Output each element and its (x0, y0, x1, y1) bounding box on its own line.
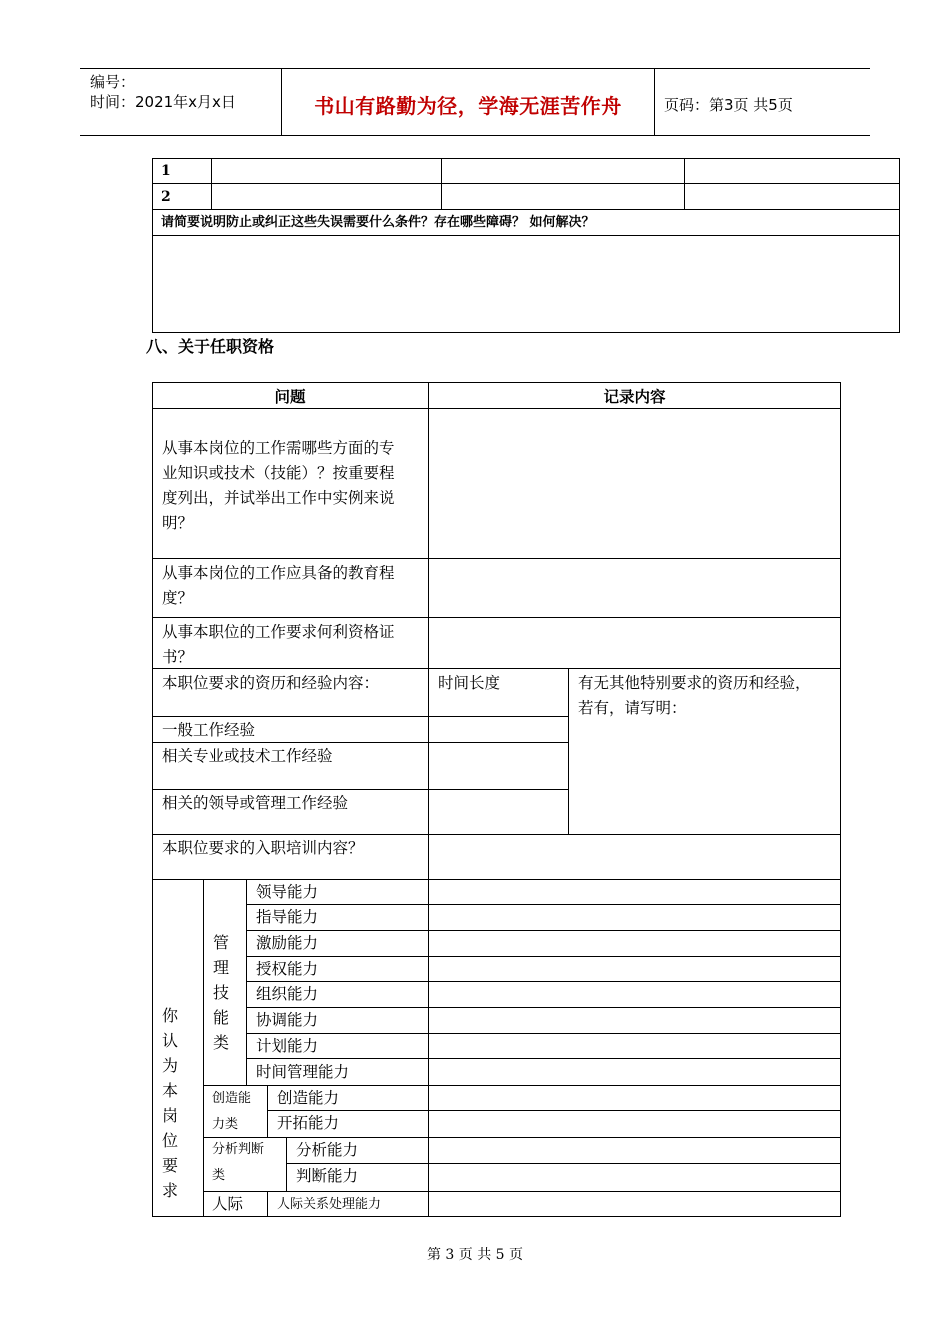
answer-area[interactable] (154, 237, 898, 331)
q2-text (162, 561, 422, 611)
ability-col-1 (203, 879, 204, 1217)
skill-rule (267, 1110, 841, 1111)
top-table-rule (152, 235, 900, 236)
q1-line: 业知识或技术（技能）？按重要程 (162, 464, 395, 482)
mgmt-category-label (211, 930, 231, 1055)
vertical-char: 位 (161, 1131, 178, 1150)
section-title: 八、关于任职资格 (146, 337, 275, 356)
vertical-char: 能 (212, 1008, 229, 1027)
category-line: 力类 (212, 1117, 239, 1132)
exp-row-label: 相关的领导或管理工作经验 (162, 794, 349, 812)
skill-label: 协调能力 (256, 1011, 319, 1029)
ability-col-analysis (286, 1137, 287, 1191)
skill-label: 计划能力 (256, 1037, 319, 1055)
header-page-label: 页码：第3页 共5页 (664, 96, 793, 114)
col-head-record: 记录内容 (603, 387, 666, 406)
q3-text (162, 620, 422, 670)
row-number: 1 (161, 163, 171, 179)
qual-col-divider (428, 382, 429, 1217)
training-label: 本职位要求的入职培训内容？ (162, 839, 364, 857)
q1-line: 明？ (162, 514, 194, 532)
qual-rule (152, 668, 841, 669)
vertical-char: 本 (161, 1081, 178, 1100)
skill-label: 分析能力 (296, 1141, 359, 1159)
q3-line: 从事本职位的工作要求何利资格证 (162, 623, 395, 641)
ability-col-mgmt (246, 879, 247, 1085)
training-answer[interactable] (430, 836, 839, 878)
footer-page-number: 第 3 页 共 5 页 (426, 1247, 524, 1263)
vertical-char: 要 (161, 1156, 178, 1175)
exp-label: 本职位要求的资历和经验内容： (162, 674, 380, 692)
skill-label: 激励能力 (256, 934, 319, 952)
people-category-label: 人际 (212, 1195, 244, 1213)
top-table-col (684, 158, 685, 210)
skill-rule (246, 904, 841, 905)
row-number: 2 (161, 189, 171, 205)
time-length-label: 时间长度 (438, 674, 501, 692)
creative-category-label (212, 1086, 251, 1138)
other-exp-line: 若有，请写明： (578, 699, 687, 717)
serial-label: 编号： (90, 73, 136, 91)
top-question: 请简要说明防止或纠正这些失误需要什么条件？存在哪些障碍？ 如何解决？ (161, 215, 595, 230)
skill-label: 领导能力 (256, 883, 319, 901)
qual-rule (152, 408, 841, 409)
skill-rule (246, 930, 841, 931)
other-exp-line: 有无其他特别要求的资历和经验， (578, 674, 811, 692)
exp-col-divider (568, 668, 569, 834)
skill-rule (246, 1058, 841, 1059)
header-top-rule (80, 68, 870, 69)
vertical-char: 管 (212, 933, 229, 952)
skill-label: 时间管理能力 (256, 1063, 350, 1081)
skill-label: 组织能力 (256, 985, 319, 1003)
ability-col-people (267, 1191, 268, 1217)
category-line: 分析判断 (212, 1142, 265, 1157)
vertical-char: 类 (212, 1033, 229, 1052)
header-bottom-rule (80, 135, 870, 136)
skill-label: 授权能力 (256, 960, 319, 978)
header-motto: 书山有路勤为径，学海无涯苦作舟 (314, 94, 622, 118)
q3-line: 书？ (162, 648, 194, 666)
other-experience (578, 671, 836, 721)
vertical-char: 你 (161, 1006, 178, 1025)
ability-col-creative (267, 1085, 268, 1137)
q1-line: 度列出，并试举出工作中实例来说 (162, 489, 395, 507)
header-meta (90, 72, 236, 112)
q2-line: 从事本岗位的工作应具备的教育程 (162, 564, 395, 582)
qual-rule (152, 834, 841, 835)
ability-vertical-label (160, 1003, 180, 1203)
top-table-col (441, 158, 442, 210)
skill-rule (246, 1007, 841, 1008)
q2-line: 度？ (162, 589, 194, 607)
analysis-category-label (212, 1137, 264, 1189)
qual-rule (152, 617, 841, 618)
vertical-char: 技 (212, 983, 229, 1002)
exp-row-label: 相关专业或技术工作经验 (162, 747, 333, 765)
skill-label: 指导能力 (256, 908, 319, 926)
category-line: 创造能 (212, 1091, 252, 1106)
skill-rule (286, 1163, 841, 1164)
q2-answer[interactable] (430, 560, 839, 616)
qual-rule (152, 789, 569, 790)
qual-rule (152, 716, 569, 717)
skill-label: 创造能力 (277, 1089, 340, 1107)
col-head-question: 问题 (274, 387, 306, 406)
skill-label: 人际关系处理能力 (277, 1197, 382, 1212)
top-table-col (211, 158, 212, 210)
category-line: 类 (212, 1168, 226, 1183)
qual-rule (152, 558, 841, 559)
vertical-char: 求 (161, 1181, 178, 1200)
vertical-char: 为 (161, 1056, 178, 1075)
header-divider-right (654, 68, 655, 136)
vertical-char: 认 (161, 1031, 178, 1050)
skill-rule (246, 981, 841, 982)
q3-answer[interactable] (430, 619, 839, 667)
qual-rule (152, 742, 569, 743)
vertical-char: 岗 (161, 1106, 178, 1125)
top-table-rule (152, 183, 900, 184)
q1-line: 从事本岗位的工作需哪些方面的专 (162, 439, 395, 457)
skill-rule (246, 1033, 841, 1034)
skill-rule (246, 956, 841, 957)
vertical-char: 理 (212, 958, 229, 977)
date-label: 时间：2021年x月x日 (90, 93, 236, 111)
skill-label: 判断能力 (296, 1167, 359, 1185)
skill-label: 开拓能力 (277, 1114, 340, 1132)
q1-text (162, 436, 422, 536)
header-divider-left (281, 68, 282, 136)
exp-row-label: 一般工作经验 (162, 721, 256, 739)
q1-answer[interactable] (430, 410, 839, 558)
